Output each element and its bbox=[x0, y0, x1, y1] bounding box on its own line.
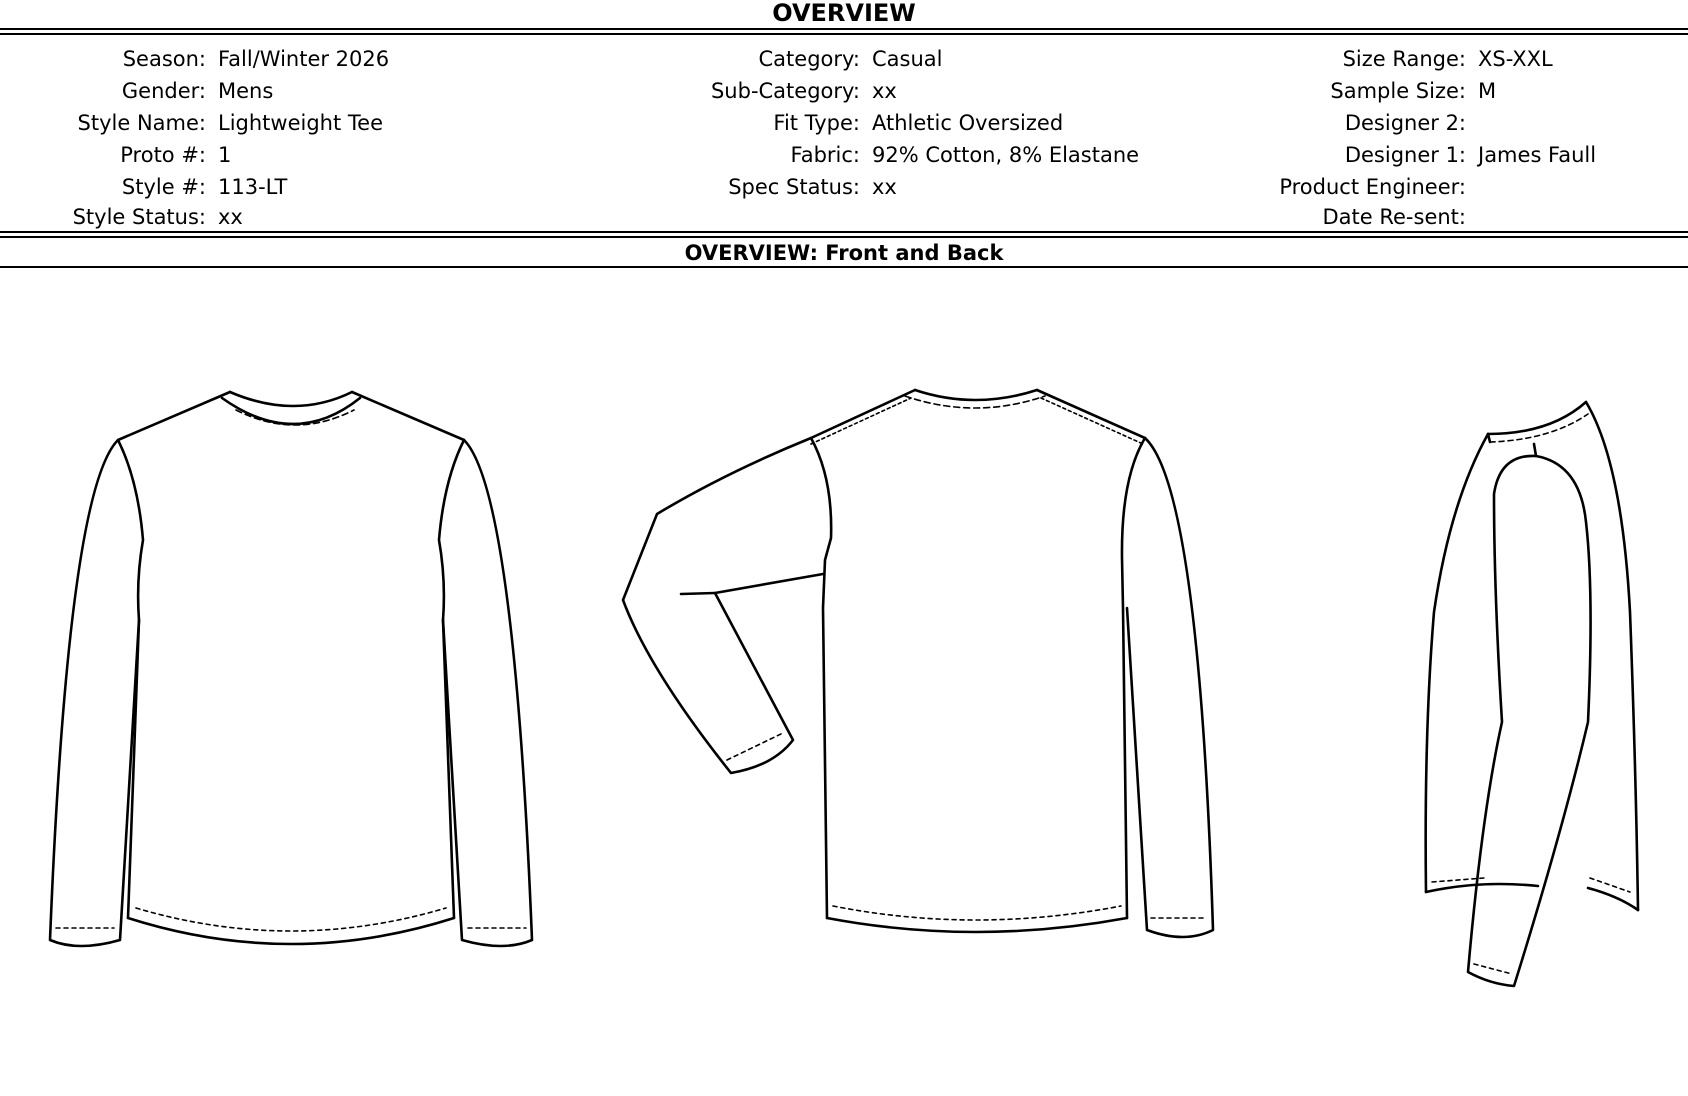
spec-value: xx bbox=[872, 79, 897, 103]
spec-value: XS-XXL bbox=[1478, 47, 1553, 71]
spec-label: Designer 1: bbox=[1344, 143, 1466, 167]
spec-label: Sub-Category: bbox=[710, 79, 860, 103]
spec-value: James Faull bbox=[1478, 143, 1597, 167]
spec-value: Athletic Oversized bbox=[872, 111, 1064, 135]
spec-table bbox=[0, 44, 1688, 234]
spec-label: Style Status: bbox=[72, 205, 206, 229]
spec-value: Fall/Winter 2026 bbox=[218, 47, 390, 71]
section-divider-top-2 bbox=[0, 236, 1688, 238]
spec-value: 113-LT bbox=[218, 175, 288, 199]
spec-value: xx bbox=[218, 205, 243, 229]
front-view-longsleeve-tee-sketch bbox=[40, 380, 540, 980]
spec-label: Sample Size: bbox=[1330, 79, 1466, 103]
spec-value: Casual bbox=[872, 47, 943, 71]
spec-label: Size Range: bbox=[1342, 47, 1466, 71]
header-divider-top bbox=[0, 28, 1688, 30]
header-divider-bottom bbox=[0, 33, 1688, 35]
spec-label: Category: bbox=[758, 47, 860, 71]
spec-value: Lightweight Tee bbox=[218, 111, 383, 135]
spec-label: Season: bbox=[122, 47, 206, 71]
spec-value: 92% Cotton, 8% Elastane bbox=[872, 143, 1140, 167]
spec-label: Style #: bbox=[121, 175, 206, 199]
spec-label: Fabric: bbox=[790, 143, 860, 167]
spec-label: Style Name: bbox=[77, 111, 206, 135]
spec-value: Mens bbox=[218, 79, 274, 103]
spec-value: M bbox=[1478, 79, 1497, 103]
side-view-longsleeve-tee-sketch bbox=[1410, 392, 1650, 992]
spec-label: Designer 2: bbox=[1344, 111, 1466, 135]
section-title: OVERVIEW: Front and Back bbox=[684, 241, 1004, 265]
section-divider-bottom bbox=[0, 266, 1688, 268]
spec-value: 1 bbox=[218, 143, 232, 167]
spec-value: xx bbox=[872, 175, 897, 199]
spec-label: Gender: bbox=[121, 79, 206, 103]
spec-label: Fit Type: bbox=[773, 111, 860, 135]
spec-label: Date Re-sent: bbox=[1322, 205, 1466, 229]
section-divider-top bbox=[0, 231, 1688, 233]
spec-label: Product Engineer: bbox=[1279, 175, 1466, 199]
spec-label: Proto #: bbox=[120, 143, 206, 167]
spec-label: Spec Status: bbox=[728, 175, 860, 199]
page-title: OVERVIEW bbox=[772, 0, 916, 27]
back-view-longsleeve-tee-sketch bbox=[615, 378, 1235, 988]
